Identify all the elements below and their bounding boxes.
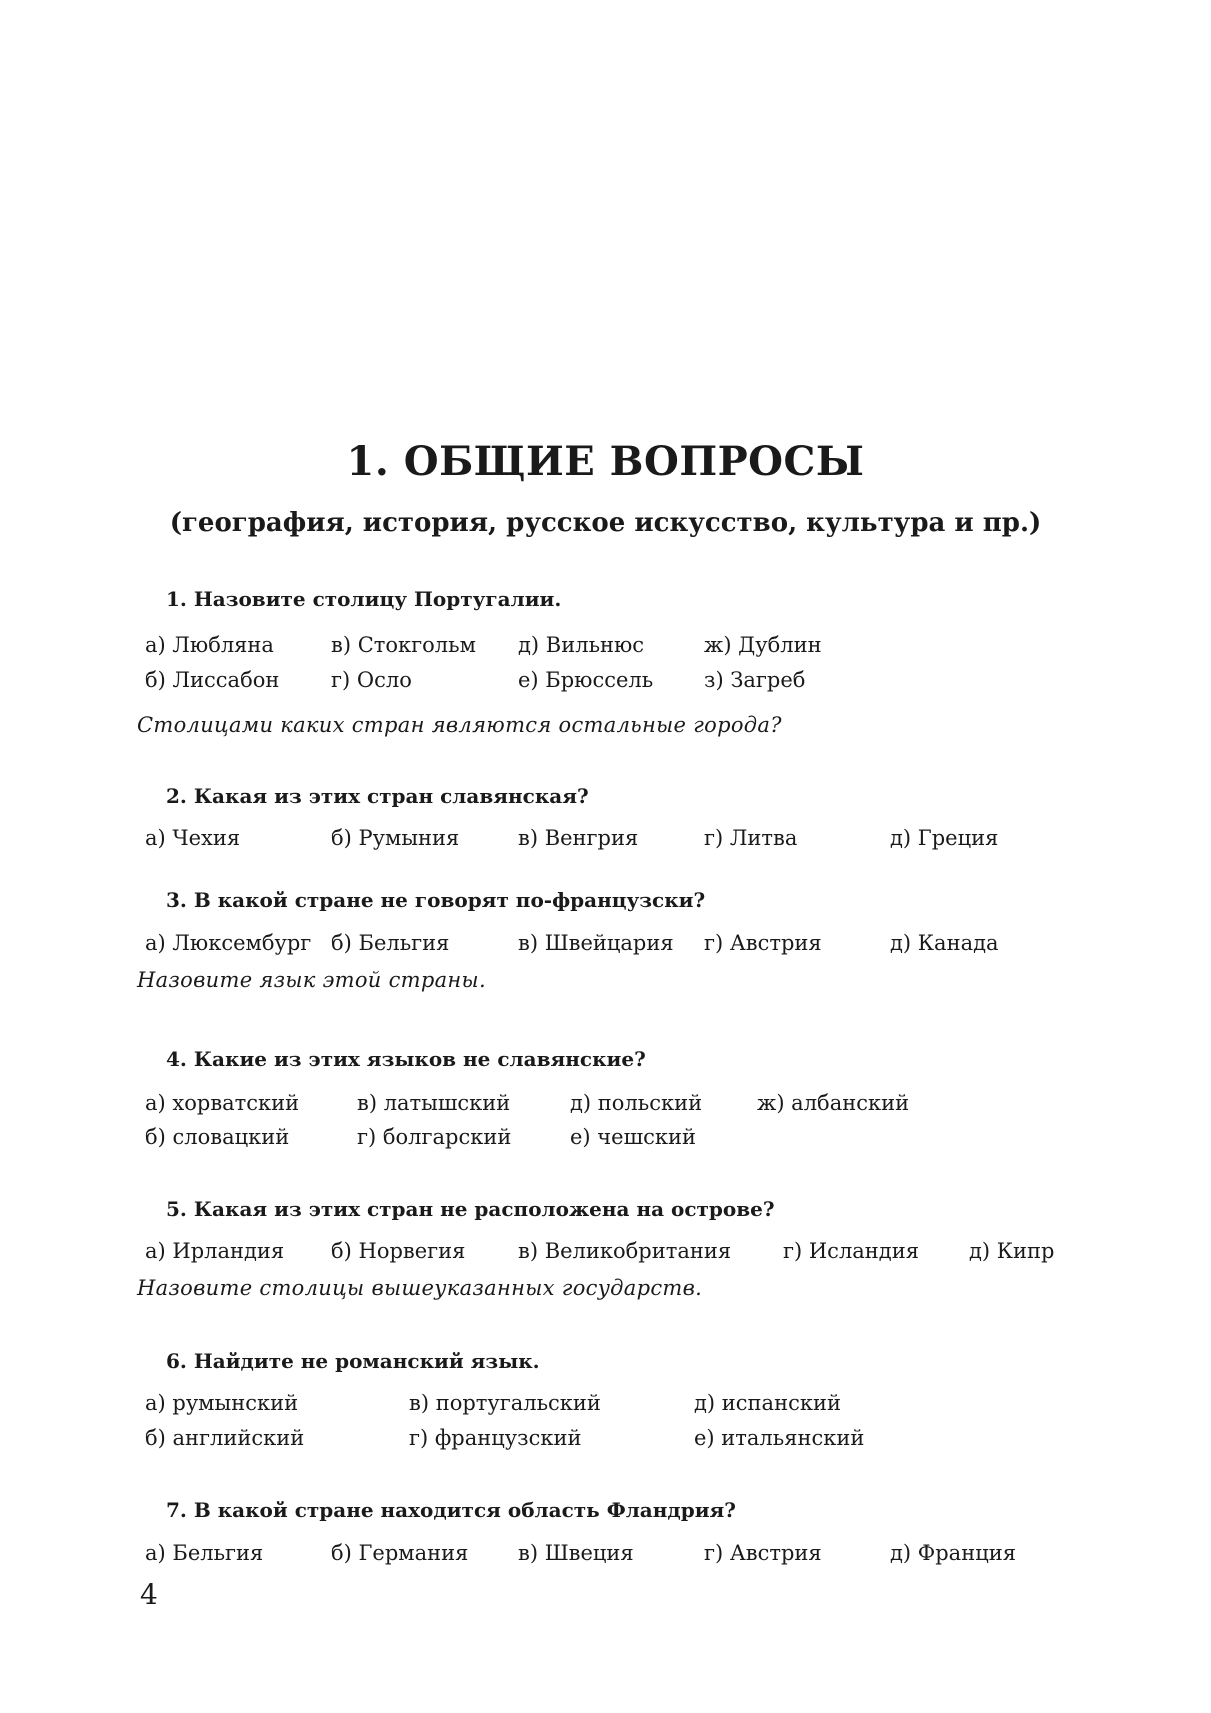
option: б) Лиссабон	[145, 668, 280, 692]
question-6: 6. Найдите не романский язык.	[166, 1349, 540, 1373]
question-6-options-row-1	[0, 1391, 1211, 1419]
question-5-options-row-1	[0, 1239, 1211, 1267]
section-title: 1. ОБЩИЕ ВОПРОСЫ	[346, 438, 865, 485]
option: е) Брюссель	[518, 668, 654, 692]
question-7: 7. В какой стране находится область Фландрия?	[166, 1498, 737, 1522]
option: в) Венгрия	[518, 826, 639, 850]
option: в) Швейцария	[518, 931, 674, 955]
option: а) Ирландия	[145, 1239, 285, 1263]
option: б) английский	[145, 1426, 305, 1450]
option: ж) Дублин	[704, 633, 822, 657]
question-5: 5. Какая из этих стран не расположена на острове?	[166, 1197, 775, 1221]
option: е) чешский	[570, 1125, 697, 1149]
question-2: 2. Какая из этих стран славянская?	[166, 784, 589, 808]
option: е) итальянский	[694, 1426, 865, 1450]
option: а) Бельгия	[145, 1541, 264, 1565]
option: а) Люксембург	[145, 931, 312, 955]
option: б) Норвегия	[331, 1239, 466, 1263]
question-3-options-row-1	[0, 931, 1211, 959]
option: з) Загреб	[704, 668, 806, 692]
option: а) хорватский	[145, 1091, 300, 1115]
question-3-note: Назовите язык этой страны.	[137, 968, 486, 992]
option: в) латышский	[357, 1091, 511, 1115]
option: д) испанский	[694, 1391, 841, 1415]
option: а) румынский	[145, 1391, 299, 1415]
option: д) Вильнюс	[518, 633, 645, 657]
option: д) Кипр	[969, 1239, 1055, 1263]
option: г) французский	[409, 1426, 582, 1450]
option: д) Греция	[890, 826, 999, 850]
option: г) Австрия	[704, 1541, 822, 1565]
question-1-note: Столицами каких стран являются остальные города?	[137, 713, 782, 737]
option: г) Австрия	[704, 931, 822, 955]
option: г) Литва	[704, 826, 798, 850]
question-2-options-row-1	[0, 826, 1211, 854]
question-4-options-row-1	[0, 1091, 1211, 1119]
option: г) болгарский	[357, 1125, 512, 1149]
option: г) Осло	[331, 668, 412, 692]
question-4-options-row-2	[0, 1125, 1211, 1153]
question-1-options-row-1	[0, 633, 1211, 661]
option: ж) албанский	[757, 1091, 910, 1115]
option: б) словацкий	[145, 1125, 290, 1149]
option: в) Стокгольм	[331, 633, 476, 657]
option: в) Великобритания	[518, 1239, 732, 1263]
question-3: 3. В какой стране не говорят по-французски?	[166, 888, 706, 912]
question-4: 4. Какие из этих языков не славянские?	[166, 1047, 646, 1071]
option: б) Румыния	[331, 826, 460, 850]
question-6-options-row-2	[0, 1426, 1211, 1454]
option: д) польский	[570, 1091, 703, 1115]
question-1: 1. Назовите столицу Португалии.	[166, 587, 562, 611]
option: а) Чехия	[145, 826, 241, 850]
section-subtitle: (география, история, русское искусство, культура и пр.)	[169, 508, 1042, 538]
option: д) Франция	[890, 1541, 1016, 1565]
page-number: 4	[140, 1578, 158, 1611]
option: б) Германия	[331, 1541, 469, 1565]
option: в) португальский	[409, 1391, 601, 1415]
option: д) Канада	[890, 931, 999, 955]
question-5-note: Назовите столицы вышеуказанных государств.	[137, 1276, 703, 1300]
question-7-options-row-1	[0, 1541, 1211, 1569]
question-1-options-row-2	[0, 668, 1211, 696]
option: а) Любляна	[145, 633, 274, 657]
option: б) Бельгия	[331, 931, 450, 955]
option: г) Исландия	[783, 1239, 919, 1263]
option: в) Швеция	[518, 1541, 634, 1565]
